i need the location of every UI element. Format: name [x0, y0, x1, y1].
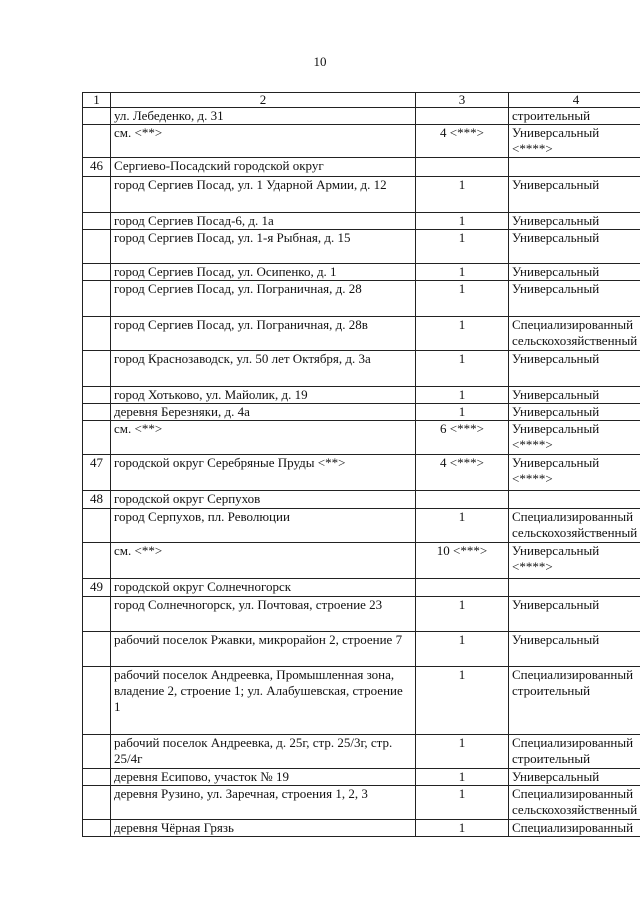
row-address: деревня Березняки, д. 4а [111, 404, 416, 421]
row-type: Специализированный сельскохозяйственный [509, 509, 640, 543]
table-row [83, 543, 640, 579]
row-type: строительный [509, 108, 640, 125]
table-row [83, 213, 640, 230]
row-address: рабочий поселок Андреевка, Промышленная зона, владение 2, строение 1; ул. Алабушевская, строение 1 [111, 667, 416, 735]
row-number [83, 786, 111, 820]
row-address: городской округ Серебряные Пруды <**> [111, 455, 416, 491]
row-address: город Сергиев Посад, ул. 1-я Рыбная, д. 15 [111, 230, 416, 264]
table-row [83, 509, 640, 543]
table-row [83, 820, 640, 837]
row-number [83, 264, 111, 281]
table-row [83, 491, 640, 509]
markets-table [82, 92, 640, 837]
row-address: ул. Лебеденко, д. 31 [111, 108, 416, 125]
row-number [83, 213, 111, 230]
header-col-4: 4 [509, 93, 640, 108]
row-type: Универсальный <****> [509, 543, 640, 579]
row-count: 4 <***> [416, 125, 509, 158]
row-type: Специализированный строительный [509, 735, 640, 769]
table-header-row [83, 93, 640, 108]
row-address: город Солнечногорск, ул. Почтовая, строение 23 [111, 597, 416, 632]
row-address: см. <**> [111, 125, 416, 158]
row-address: город Хотьково, ул. Майолик, д. 19 [111, 387, 416, 404]
row-type: Универсальный [509, 264, 640, 281]
row-count: 1 [416, 230, 509, 264]
row-address: деревня Чёрная Грязь [111, 820, 416, 837]
table-row [83, 667, 640, 735]
row-count [416, 579, 509, 597]
row-number: 46 [83, 158, 111, 177]
row-address: рабочий поселок Андреевка, д. 25г, стр. 25/3г, стр. 25/4г [111, 735, 416, 769]
row-count: 4 <***> [416, 455, 509, 491]
row-count: 1 [416, 177, 509, 213]
table-row [83, 264, 640, 281]
row-count: 1 [416, 786, 509, 820]
row-type: Специализированный строительный [509, 667, 640, 735]
table-row [83, 230, 640, 264]
row-type: Универсальный <****> [509, 455, 640, 491]
table-row [83, 632, 640, 667]
row-count: 1 [416, 351, 509, 387]
table-row [83, 351, 640, 387]
row-number [83, 387, 111, 404]
table-row [83, 597, 640, 632]
row-type: Универсальный [509, 632, 640, 667]
row-type: Универсальный [509, 281, 640, 317]
table-row [83, 735, 640, 769]
row-number [83, 317, 111, 351]
row-count: 1 [416, 597, 509, 632]
row-number [83, 632, 111, 667]
row-address: город Серпухов, пл. Революции [111, 509, 416, 543]
table-row [83, 579, 640, 597]
table-row [83, 125, 640, 158]
row-type: Универсальный [509, 351, 640, 387]
row-count [416, 491, 509, 509]
row-type: Универсальный [509, 177, 640, 213]
row-number [83, 108, 111, 125]
table-row [83, 317, 640, 351]
row-count: 1 [416, 387, 509, 404]
row-address: город Сергиев Посад, ул. Пограничная, д. 28в [111, 317, 416, 351]
row-number [83, 177, 111, 213]
row-count [416, 108, 509, 125]
row-count: 1 [416, 769, 509, 786]
row-count: 1 [416, 632, 509, 667]
table-row [83, 769, 640, 786]
table-row [83, 455, 640, 491]
row-type: Универсальный [509, 404, 640, 421]
row-count: 1 [416, 820, 509, 837]
table-row [83, 281, 640, 317]
row-count [416, 158, 509, 177]
page-number: 10 [313, 54, 327, 69]
row-number: 47 [83, 455, 111, 491]
row-type [509, 491, 640, 509]
row-number: 48 [83, 491, 111, 509]
row-address: см. <**> [111, 543, 416, 579]
row-type: Специализированный сельскохозяйственный [509, 317, 640, 351]
row-address: город Сергиев Посад, ул. Осипенко, д. 1 [111, 264, 416, 281]
row-address: см. <**> [111, 421, 416, 455]
row-type [509, 158, 640, 177]
row-number [83, 281, 111, 317]
header-col-3: 3 [416, 93, 509, 108]
row-type: Специализированный [509, 820, 640, 837]
row-count: 1 [416, 735, 509, 769]
row-type: Универсальный [509, 213, 640, 230]
row-number [83, 735, 111, 769]
row-address: город Сергиев Посад, ул. 1 Ударной Армии, д. 12 [111, 177, 416, 213]
row-type: Универсальный [509, 230, 640, 264]
row-type: Универсальный <****> [509, 125, 640, 158]
row-address: город Сергиев Посад, ул. Пограничная, д. 28 [111, 281, 416, 317]
row-address: рабочий поселок Ржавки, микрорайон 2, строение 7 [111, 632, 416, 667]
row-number [83, 404, 111, 421]
row-count: 1 [416, 317, 509, 351]
row-number [83, 509, 111, 543]
row-number [83, 421, 111, 455]
row-type: Универсальный <****> [509, 421, 640, 455]
row-count: 1 [416, 264, 509, 281]
row-address: городской округ Солнечногорск [111, 579, 416, 597]
row-number [83, 597, 111, 632]
table-row [83, 421, 640, 455]
table-row [83, 158, 640, 177]
table-row [83, 387, 640, 404]
row-type: Специализированный сельскохозяйственный [509, 786, 640, 820]
row-address: деревня Есипово, участок № 19 [111, 769, 416, 786]
row-number [83, 125, 111, 158]
row-number [83, 543, 111, 579]
row-count: 1 [416, 213, 509, 230]
row-number [83, 667, 111, 735]
row-number: 49 [83, 579, 111, 597]
table-row [83, 786, 640, 820]
row-number [83, 351, 111, 387]
row-address: город Краснозаводск, ул. 50 лет Октября, д. 3а [111, 351, 416, 387]
row-count: 1 [416, 404, 509, 421]
row-type: Универсальный [509, 387, 640, 404]
row-address: деревня Рузино, ул. Заречная, строения 1, 2, 3 [111, 786, 416, 820]
row-address: Сергиево-Посадский городской округ [111, 158, 416, 177]
row-number [83, 820, 111, 837]
row-count: 10 <***> [416, 543, 509, 579]
row-count: 6 <***> [416, 421, 509, 455]
table-row [83, 108, 640, 125]
row-type: Универсальный [509, 597, 640, 632]
row-type [509, 579, 640, 597]
table-row [83, 404, 640, 421]
table-row [83, 177, 640, 213]
row-address: городской округ Серпухов [111, 491, 416, 509]
row-count: 1 [416, 667, 509, 735]
header-col-1: 1 [83, 93, 111, 108]
row-count: 1 [416, 281, 509, 317]
row-count: 1 [416, 509, 509, 543]
header-col-2: 2 [111, 93, 416, 108]
row-address: город Сергиев Посад-6, д. 1а [111, 213, 416, 230]
row-number [83, 230, 111, 264]
row-type: Универсальный [509, 769, 640, 786]
row-number [83, 769, 111, 786]
